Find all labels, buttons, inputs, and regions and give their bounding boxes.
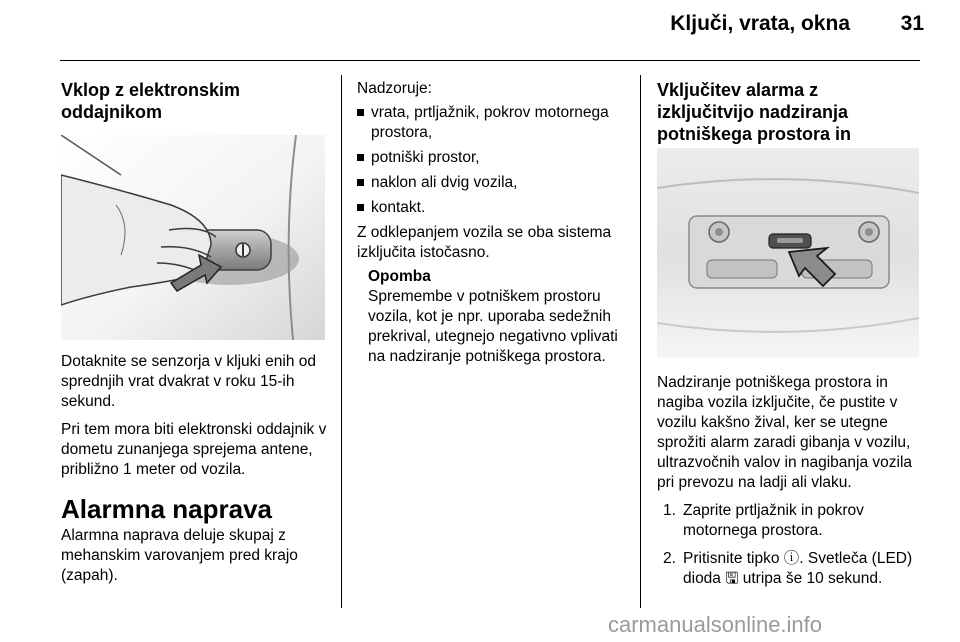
step-text: Pritisnite tipko ⓘ. Svetleča (LED) dioda 🖫 utripa še 10 sekund. xyxy=(683,550,913,587)
paragraph-unlocking: Z odklepanjem vozila se oba sistema izključita istočasno. xyxy=(357,224,612,261)
section-title-alarm: Alarmna naprava xyxy=(61,494,272,524)
note-box xyxy=(368,267,625,367)
list-item: kontakt. xyxy=(357,198,625,218)
list-item: vrata, prtljažnik, pokrov motornega prostora, xyxy=(357,103,625,143)
running-header-title: Ključi, vrata, okna xyxy=(670,12,850,35)
left-column-body xyxy=(61,352,329,586)
step-number: 1. xyxy=(663,502,676,519)
note-title: Opomba xyxy=(368,268,431,285)
column-divider-2 xyxy=(640,75,641,608)
paragraph-touch-sensor: Dotaknite se senzorja v kljuki enih od sprednjih vrat dvakrat v roku 15-ih sekund. xyxy=(61,353,317,410)
paragraph-alarm-description: Alarmna naprava deluje skupaj z mehanskim varovanjem pred krajo (zapah). xyxy=(61,527,298,584)
section-heading-transmitter: Vklop z elektronskim oddajnikom xyxy=(61,80,241,122)
list-item: naklon ali dvig vozila, xyxy=(357,173,625,193)
left-column xyxy=(61,79,329,123)
paragraph-transmitter-range: Pri tem mora biti elektronski oddajnik v dometu zunanjega sprejema antene, približno 1 meter od vozila. xyxy=(61,421,327,478)
step-text: Zaprite prtljažnik in pokrov motornega prostora. xyxy=(683,502,864,539)
section-heading-alarm-without-monitoring: Vključitev alarma z izključitvijo nadziranja potniškega prostora in xyxy=(657,80,852,144)
step-number: 2. xyxy=(663,550,676,567)
paragraph-disable-monitoring: Nadziranje potniškega prostora in nagiba vozila izključite, če pustite v vozilu kakšno žival, ker se utegne sprožiti alarm zaradi gibanja v vozilu, ultrazvočnih valov in nagibanja vozila pri prevozu na ladji ali vlaku. xyxy=(657,374,913,491)
watermark: carmanualsonline.info xyxy=(608,612,823,637)
monitors-intro: Nadzoruje: xyxy=(357,80,432,97)
monitored-items-list xyxy=(357,103,625,218)
right-column-body xyxy=(657,373,919,597)
step-item xyxy=(657,549,919,589)
overhead-console-illustration xyxy=(657,148,919,358)
overhead-console-image xyxy=(657,148,919,358)
list-item: potniški prostor, xyxy=(357,148,625,168)
note-text: Spremembe v potniškem prostoru vozila, kot je npr. uporaba sedežnih prekrival, utegnejo negativno vplivati na nadziranje potniškega prostora. xyxy=(368,288,618,365)
door-handle-hand-image xyxy=(61,135,325,340)
page-number: 31 xyxy=(900,12,924,35)
step-item xyxy=(657,501,919,541)
header-rule xyxy=(60,60,920,61)
steps-list xyxy=(657,501,919,589)
middle-column xyxy=(357,79,625,367)
column-divider-1 xyxy=(341,75,342,608)
door-handle-illustration xyxy=(61,135,325,340)
